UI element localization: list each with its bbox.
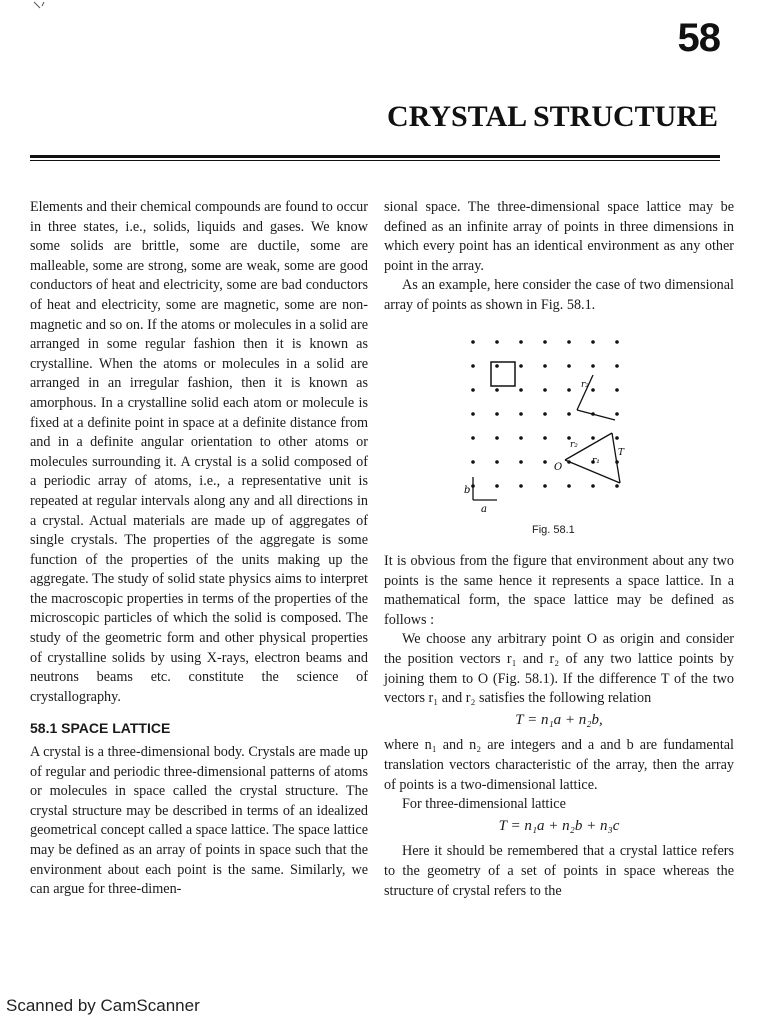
lattice-point: [471, 340, 475, 344]
lattice-point: [567, 388, 571, 392]
lattice-point: [567, 412, 571, 416]
lattice-point: [615, 436, 619, 440]
lattice-point: [471, 412, 475, 416]
lattice-point: [615, 388, 619, 392]
lattice-point: [543, 364, 547, 368]
intro-paragraph: Elements and their chemical compounds are found to occur in three states, i.e., solids, liquids and gases. We know some solids are brittle, some are ductile, some are malleable, some are strong, some are weak, some are good conductors of heat and electricity, some are bad conductors of heat and electricity, some are magnetic, some are non-magnetic and so on. If the atoms or molecules in a solid are arranged in some regular fashion then it is known as crystalline. When the atoms or molecules in a solid are arranged in an irregular fashion, then it is known as amorphous. In a crystalline solid each atom or molecule is fixed at a definite point in space at a definite distance from and in a definite angular orientation to other atoms or molecules surrounding it. A crystal is a solid composed of a periodic array of atoms, i.e., a representative unit is repeated at regular intervals along any and all directions in a crystal. Actual materials are made up of aggregates of single crystals. The properties of the aggregate is some function of the properties of the units making up the aggregate. The study of solid state physics aims to interpret the macroscopic properties in terms of the properties of the microscopic particles of which the solid is composed. The study of the geometric form and other physical properties of crystalline solids by using X-rays, electron beams and neutrons beams etc. constitute the science of crystallography.: [30, 199, 368, 705]
lattice-point: [591, 436, 595, 440]
lattice-point: [471, 364, 475, 368]
lattice-point: [471, 436, 475, 440]
section-heading: 58.1 SPACE LATTICE: [30, 720, 171, 737]
right-para-3: It is obvious from the figure that environment about any two points is the same hence it represents a space lattice. In a mathematical form, the space lattice may be defined as follows :: [384, 553, 734, 628]
lattice-point: [495, 364, 499, 368]
lattice-point: [615, 364, 619, 368]
lattice-point: [615, 340, 619, 344]
right-column-bottom: [384, 552, 734, 901]
lattice-point: [471, 460, 475, 464]
lattice-point: [495, 388, 499, 392]
lattice-figure: [455, 335, 645, 515]
lattice-point: [615, 412, 619, 416]
lattice-point: [591, 340, 595, 344]
lattice-point: [543, 460, 547, 464]
lattice-point: [543, 436, 547, 440]
label-r1-large: r₁: [592, 456, 600, 466]
lattice-point: [567, 484, 571, 488]
lattice-point: [519, 484, 523, 488]
right-para-6: For three-dimensional lattice: [402, 796, 566, 813]
right-para-1: sional space. The three-dimensional space lattice may be defined as an infinite array of points in three dimensions in which every point has an identical environment as any other point in the array.: [384, 199, 734, 274]
right-para-4: We choose any arbitrary point O as origin and consider the position vectors r₁ and r₂ of any two lattice points by joining them to O (Fig. 58.1). If the difference T of the two vectors r₁ and r₂ satisfies the following relation: [384, 631, 734, 707]
label-T: T: [618, 448, 625, 458]
lattice-point: [519, 388, 523, 392]
chapter-title: CRYSTAL STRUCTURE: [387, 100, 718, 133]
chapter-number: 58: [677, 16, 720, 60]
label-r2: r₂: [581, 380, 589, 390]
right-para-5: where n₁ and n₂ are integers and a and b are fundamental translation vectors characteristic of the array, then the array of points is a two-dimensional lattice.: [384, 737, 734, 793]
lattice-point: [471, 388, 475, 392]
scanner-watermark: Scanned by CamScanner: [6, 996, 200, 1015]
right-para-2: As an example, here consider the case of two dimensional array of points as shown in Fig. 58.1.: [384, 277, 734, 313]
lattice-point: [495, 412, 499, 416]
formula-2d: T = n₁a + n₂b,: [515, 711, 603, 728]
lattice-point: [543, 340, 547, 344]
right-para-7: Here it should be remembered that a crystal lattice refers to the geometry of a set of points in space whereas the structure of crystal refers to the: [384, 843, 734, 899]
lattice-point: [591, 364, 595, 368]
label-r2-large: r₂: [570, 440, 578, 450]
lattice-point: [519, 436, 523, 440]
label-b: b: [464, 485, 471, 496]
lattice-point: [615, 484, 619, 488]
left-column: [30, 198, 368, 900]
lattice-point: [519, 412, 523, 416]
lattice-point: [591, 484, 595, 488]
lattice-point: [519, 460, 523, 464]
figure-caption: Fig. 58.1: [532, 524, 575, 536]
label-a: a: [481, 504, 487, 515]
lattice-point: [495, 484, 499, 488]
section-paragraph: A crystal is a three-dimensional body. Crystals are made up of regular and periodic three-dimensional patterns of atoms or molecules in space called the crystal structure. The crystal structure may be described in terms of an idealized geometrical concept called a space lattice. The space lattice may be defined as an array of points in space such that the environment about each point is the same. Similarly, we can argue for three-dimen-: [30, 744, 368, 898]
formula-3d: T = n₁a + n₂b + n₃c: [498, 817, 620, 834]
lattice-point: [495, 340, 499, 344]
label-O: O: [554, 462, 563, 473]
lattice-point: [495, 436, 499, 440]
lattice-point: [567, 364, 571, 368]
vector-r1-small: [577, 410, 615, 420]
lattice-point: [543, 412, 547, 416]
lattice-point: [543, 484, 547, 488]
lattice-point: [567, 340, 571, 344]
right-column-top: [384, 198, 734, 316]
pen-mark: [30, 0, 70, 24]
unit-cell-square: [491, 362, 515, 386]
lattice-point: [495, 460, 499, 464]
title-rule-thin: [30, 160, 720, 161]
lattice-point: [591, 388, 595, 392]
vector-T: [612, 433, 620, 483]
lattice-point: [519, 364, 523, 368]
lattice-point: [543, 388, 547, 392]
title-rule-thick: [30, 155, 720, 158]
lattice-point: [519, 340, 523, 344]
